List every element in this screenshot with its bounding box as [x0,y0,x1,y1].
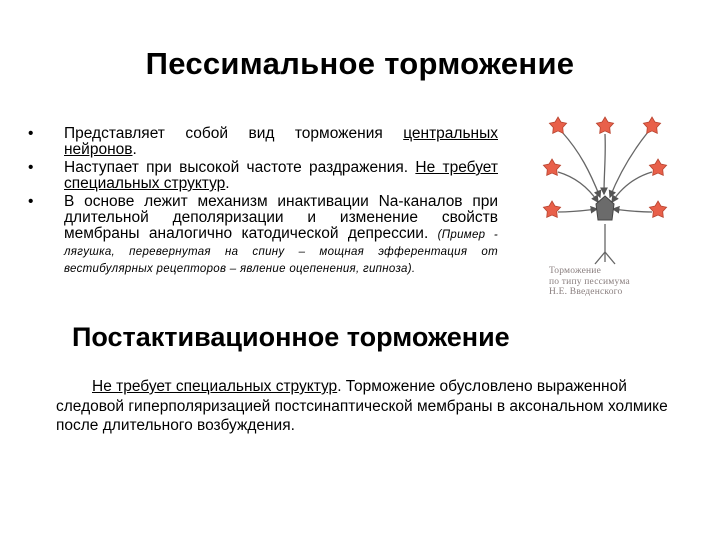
bullet-dot: • [28,125,34,142]
bullet-item-3 [28,194,498,277]
bullet-1-text: Представляет собой вид торможения [64,125,404,142]
caption-line-3: Н.Е. Введенского [549,287,623,297]
neuron-cell [596,117,613,133]
bullet-item-2 [28,160,498,192]
neuron-cell [649,159,666,175]
neuron-cell [643,117,660,133]
bullet-3-example: (Пример - лягушка, перевернутая на спину – мощная эфферентация от вестибулярных рецепторов – явление оцепенения, гипноза). [64,229,499,275]
figure-caption [549,266,679,298]
central-neuron [596,196,614,220]
neuron-cell [543,201,560,217]
bullet-1-link[interactable]: центральных нейронов [64,125,498,158]
bullet-list [28,126,498,279]
neuron-diagram [540,112,670,267]
paragraph-text: . Торможение обусловлено выраженной следовой гиперполяризацией постсинаптической мембраны в аксональном холмике после длительного возбуждения. [56,378,668,434]
bullet-2-end: . [225,175,230,192]
neuron-cell [549,117,566,133]
postactivation-paragraph [56,377,686,436]
caption-line-1: Торможение [549,266,602,276]
paragraph-link[interactable]: Не требует специальных структур [92,378,338,395]
caption-line-2: по типу пессимума [549,276,630,287]
slide-title-postactivation: Постактивационное торможение [72,322,510,352]
bullet-3-text: В основе лежит механизм инактивации Na-каналов при длительной деполяризации и изменение свойств мембраны аналогично катодической депрессии. [64,193,498,242]
bullet-1-end: . [132,141,137,158]
slide-title-pessimal: Пессимальное торможение [145,46,575,81]
bullet-item-1 [28,126,498,158]
bullet-2-link[interactable]: Не требует специальных структур [64,159,498,192]
bullet-2-text: Наступает при высокой частоте раздражения. [64,159,416,176]
bullet-dot: • [28,193,34,210]
neuron-cell [543,159,560,175]
neuron-cell [649,201,666,217]
bullet-dot: • [28,159,34,176]
